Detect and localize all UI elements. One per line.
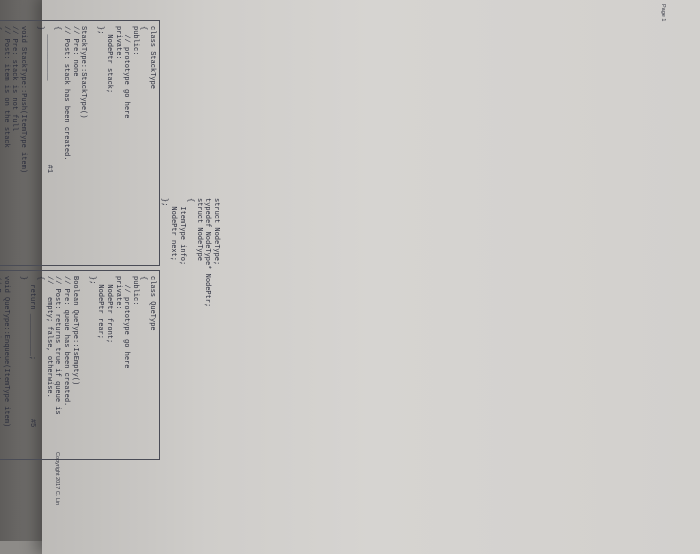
code-line: NodePtr next; <box>169 198 178 262</box>
code-line: NodePtr rear; <box>96 276 105 340</box>
code-line: NodePtr stack; <box>105 26 114 94</box>
code-line: }; <box>87 276 96 285</box>
code-line: }; <box>160 198 169 207</box>
code-line: return __________; #5 <box>27 276 36 428</box>
code-line: void QueType::Enqueue(ItemType item) <box>1 276 10 428</box>
code-line: struct NodeType; <box>212 198 220 266</box>
code-line: private: <box>113 26 122 60</box>
code-line: { <box>186 198 195 203</box>
code-line: private: <box>113 276 122 310</box>
code-line: // Post: returns true if queue is <box>53 276 62 415</box>
code-line: struct NodeType <box>194 198 203 262</box>
code-line: { <box>139 276 148 281</box>
code-line: // Pre: queue has been created. <box>62 276 71 407</box>
code-line: class QueType <box>148 276 156 331</box>
code-line: // prototype go here <box>122 276 131 369</box>
code-line: // prototype go here <box>122 26 131 119</box>
page-number: Page 1 <box>660 4 666 22</box>
code-line: // Post: stack has been created. <box>62 26 71 161</box>
code-line: class StackType <box>148 26 156 90</box>
copyright-notice: Copyright 2017 C. Lin <box>54 452 60 506</box>
code-line: // Post: item is on the stack <box>1 26 10 148</box>
code-line: ___________ #1 <box>44 26 53 174</box>
code-line: { <box>36 276 45 281</box>
code-line: // Pre: none <box>70 26 79 77</box>
code-line: public: <box>130 276 139 306</box>
code-line: public: <box>130 26 139 56</box>
code-line: } <box>19 276 28 281</box>
code-line: // Pre: stack is not full <box>10 26 19 132</box>
code-line: void StackType::Push(ItemType item) <box>19 26 28 174</box>
code-line: }; <box>96 26 105 35</box>
code-line: Boolean QueType::IsEmpty() <box>70 276 79 386</box>
code-line: NodePtr front; <box>105 276 114 344</box>
code-line: typedef NodeType* NodePtr; <box>203 198 212 308</box>
code-line: // empty; false, otherwise. <box>44 276 53 398</box>
question-5-source-rotated <box>0 20 56 520</box>
code-line: { <box>139 26 148 31</box>
code-line: StackType::StackType() <box>79 26 88 119</box>
code-line: } <box>36 26 45 31</box>
code-line: { <box>53 26 62 31</box>
struct-nodetype-code <box>160 198 220 307</box>
code-line: ItemType info; <box>177 198 186 266</box>
